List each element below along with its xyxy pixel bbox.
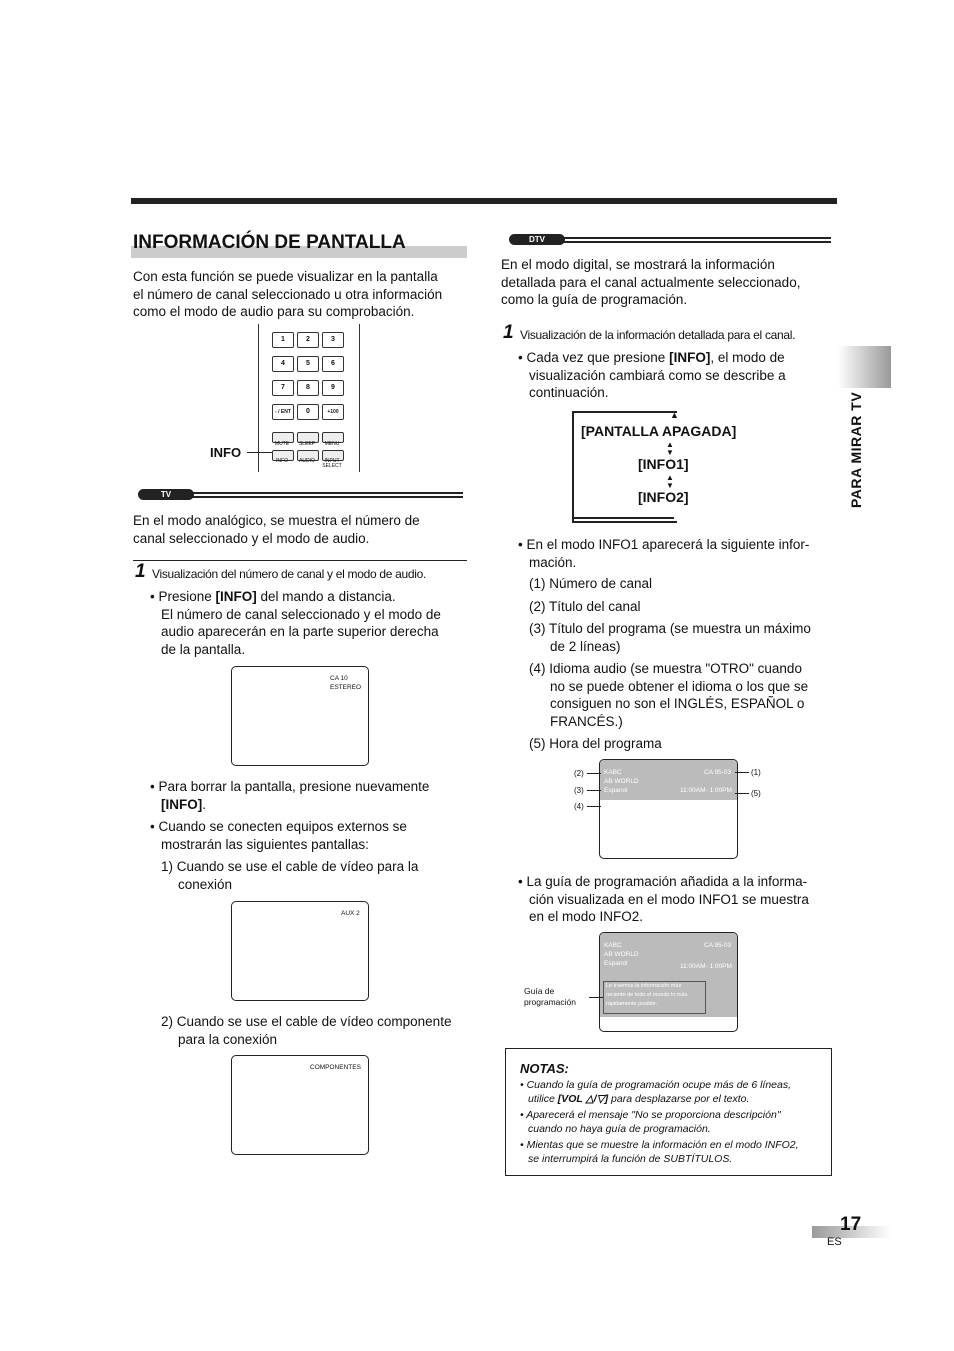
text: de 2 líneas) [550,638,621,654]
tv-screen-channel [231,666,369,766]
text: 1) Cuando se use el cable de vídeo para la [161,859,419,874]
dtv-badge: DTV [509,234,565,245]
text: se interrumpirá la función de SUBTÍTULOS. [528,1153,733,1165]
channel-title: KABC [604,942,622,949]
program-guide-box [603,981,706,1014]
text: En el modo digital, se mostrará la información [501,257,775,272]
text: , el modo de [710,350,785,365]
text: cuando no haya guía de programación. [528,1123,711,1135]
audio-language: Espanol [604,787,628,794]
remote-key: 8 [297,380,319,396]
text: visualización cambiará como se describe a [529,367,786,383]
text: conexión [178,876,233,892]
notes-title: NOTAS: [520,1061,569,1076]
dtv-bullet-1 [518,349,786,402]
cycle-state-info2: [INFO2] [638,489,689,505]
dtv-step-number: 1 [503,322,514,343]
callout-leader [587,773,601,774]
intro-line: Con esta función se puede visualizar en la pantalla [133,269,438,284]
program-title: AB WORLD [604,778,639,785]
text: para la conexión [178,1031,278,1047]
callout-5: (5) [751,789,761,798]
tv-step-title: Visualización del número de canal y el modo de audio. [152,567,427,581]
list-item [529,598,811,616]
tv-desc [133,512,420,547]
callout-leader [735,793,749,794]
text: • Presione [150,589,216,604]
remote-key: 2 [297,332,319,348]
remote-key: 7 [272,380,294,396]
callout-4: (4) [574,802,584,811]
text: rápidamente posible. [606,1001,658,1007]
remote-key-label: INPUT SELECT [322,458,342,469]
info2-screen [599,932,738,1032]
dtv-bullet-3 [518,873,809,926]
info-key-ref: [INFO] [161,796,203,812]
text: Guía de [524,986,555,996]
vol-key-ref: [VOL △/▽] [557,1093,609,1105]
remote-key: 1 [272,332,294,348]
remote-key-label: INFO [276,458,288,464]
screen-aux-label: AUX 2 [341,910,360,917]
intro-line: como el modo de audio para su comprobación. [133,304,415,319]
text: • Cada vez que presione [518,350,670,365]
remote-illustration [258,324,360,472]
channel-number: CA 95-03 [704,942,732,949]
screen-audio-mode: ESTEREO [330,684,362,691]
program-time: 11:00AM- 1:00PM [680,787,732,794]
callout-leader [587,806,601,807]
tv-desc-line: En el modo analógico, se muestra el número de [133,513,420,528]
list-item [529,735,811,753]
text: detallada para el canal actualmente seleccionado, [501,274,801,290]
text: en el modo INFO2. [529,909,644,924]
screen-channel: CA 10 [330,675,348,682]
intro-line: el número de canal seleccionado u otra información [133,286,443,302]
text: mostrarán las siguientes pantallas: [161,836,369,852]
audio-language: Espanol [604,960,628,967]
text: no se puede obtener el idioma o los que se [550,678,809,694]
text: consiguen no son el INGLÉS, ESPAÑOL o [550,696,805,711]
text: continuación. [529,385,609,400]
tv-bullet-3 [150,818,418,893]
note-item: • Aparecerá el mensaje "No se proporciona descripción" [520,1109,781,1121]
side-tab-label: PARA MIRAR TV [848,391,864,508]
channel-title: KABC [604,769,622,776]
text: (3) Título del programa (se muestra un máximo [529,621,811,636]
cycle-arrow-icon: ▲ ▼ [666,473,674,490]
callout-2: (2) [574,769,584,778]
callout-leader [587,790,601,791]
text: del mando a distancia. [256,589,396,604]
text: (4) Idioma audio (se muestra "OTRO" cuando [529,661,802,676]
info1-screen [599,759,738,859]
text: como la guía de programación. [501,292,688,307]
program-title: AB WORLD [604,951,639,958]
side-tab [838,346,891,388]
remote-key: 0 [297,404,319,420]
tv-step-number: 1 [135,561,146,582]
text: FRANCÉS.) [550,713,623,729]
dtv-desc [501,256,800,309]
remote-key: 9 [322,380,344,396]
callout-leader [735,772,749,773]
remote-key: 4 [272,356,294,372]
callout-leader [589,997,603,998]
tv-bullet-2 [150,778,429,813]
list-item [529,620,811,655]
tv-bullet-1 [150,588,441,658]
remote-key: 6 [322,356,344,372]
tv-sub-2 [161,1013,451,1048]
text: utilice [528,1093,558,1105]
info1-list [529,575,811,753]
remote-key-label: MENU [324,441,340,447]
remote-key-label: AUDIO [299,458,315,464]
page-language: ES [827,1236,842,1248]
remote-key: +100 [322,404,344,420]
tv-badge: TV [138,489,194,500]
info-label: INFO [210,445,242,460]
text: (1) Número de canal [529,576,653,591]
dtv-badge-rule2 [520,241,831,243]
top-rule [131,198,837,204]
remote-key: - / ENT [272,404,294,420]
cycle-arrow-icon: ▲ ▼ [666,440,674,457]
info-leader-line [247,452,272,453]
notes-box [505,1048,832,1176]
cycle-arrow-icon: ▲ [670,410,679,420]
dtv-bullet-2 [518,536,809,571]
cycle-state-off: [PANTALLA APAGADA] [581,423,737,439]
text: • Cuando se conecten equipos externos se [150,819,407,834]
intro-text [133,268,473,321]
text: audio aparecerán en la parte superior derecha [161,624,439,639]
dtv-badge-rule [520,237,831,239]
remote-key-label: MUTE [274,441,290,447]
tv-desc-line: canal seleccionado y el modo de audio. [133,530,370,546]
screen-component-label: COMPONENTES [310,1064,361,1071]
page-title: INFORMACIÓN DE PANTALLA [133,232,406,253]
note-item: • Mientas que se muestre la información en el modo INFO2, [520,1139,799,1151]
cycle-state-info1: [INFO1] [638,456,689,472]
step-rule [133,560,467,561]
remote-key-label: SLEEP [298,441,316,447]
text: El número de canal seleccionado y el modo de [161,606,441,622]
cycle-line [574,517,674,519]
remote-key: 5 [297,356,319,372]
tv-screen-component [231,1055,369,1155]
list-item [529,660,811,730]
text: • La guía de programación añadida a la informa- [518,874,808,889]
guide-label [524,986,576,1008]
callout-1: (1) [751,768,761,777]
text: mación. [529,554,577,570]
note-item: • Cuando la guía de programación ocupe más de 6 líneas, [520,1079,792,1091]
tv-badge-rule [150,492,463,494]
dtv-step-title: Visualización de la información detallada para el canal. [520,328,796,342]
text: reciente de todo el mundo lo más [606,992,688,998]
info-key-ref: [INFO] [669,350,711,365]
text: ción visualizada en el modo INFO1 se muestra [529,891,809,907]
text: Le traemos la información más [606,983,682,989]
text: programación [524,997,576,1007]
text: para desplazarse por el texto. [608,1093,750,1105]
text: de la pantalla. [161,641,246,657]
text: • Para borrar la pantalla, presione nuevamente [150,779,430,794]
callout-3: (3) [574,786,584,795]
channel-number: CA 95-03 [704,769,732,776]
list-item [529,575,811,593]
remote-key: 3 [322,332,344,348]
text: • En el modo INFO1 aparecerá la siguiente infor- [518,537,810,552]
tv-badge-rule2 [150,496,463,498]
text: 2) Cuando se use el cable de vídeo componente [161,1014,452,1029]
page-number: 17 [840,1214,862,1235]
info-key-ref: [INFO] [215,589,257,604]
program-time: 11:00AM- 1:00PM [680,963,732,970]
text: (2) Título del canal [529,598,641,614]
text: (5) Hora del programa [529,736,662,751]
text: . [202,796,207,812]
tv-screen-aux [231,901,369,1001]
